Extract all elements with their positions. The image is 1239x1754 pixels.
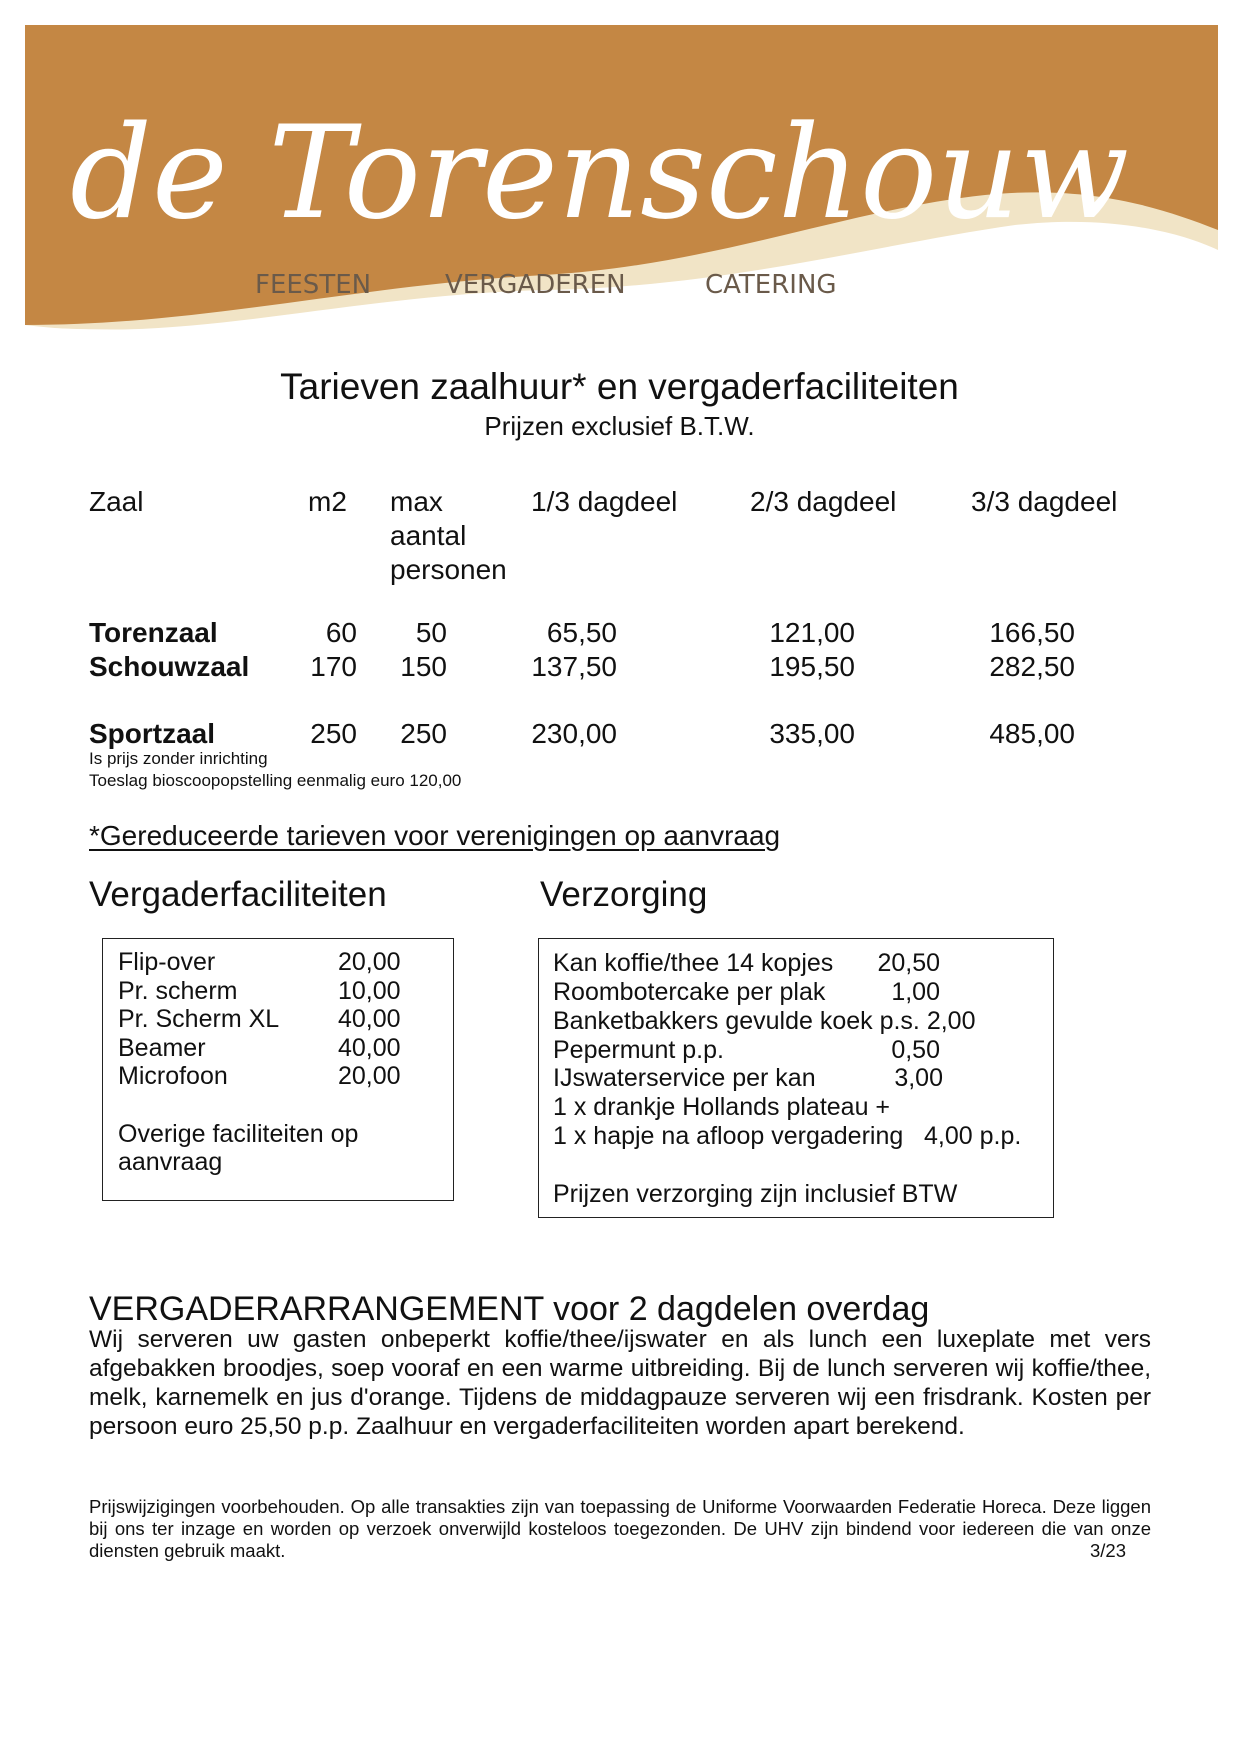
table-note-toeslag: Toeslag bioscoopopstelling eenmalig euro 120,00: [89, 771, 462, 790]
cell-m2: 60: [325, 617, 357, 648]
catering-price: 1,00: [891, 978, 940, 1006]
catering-price: 20,50: [877, 949, 940, 977]
row-name-torenzaal: Torenzaal: [89, 617, 218, 648]
reduced-rates-note: *Gereduceerde tarieven voor verenigingen op aanvraag: [89, 820, 781, 851]
cell-dagdeel-1: 65,50: [546, 617, 617, 648]
nav-catering: CATERING: [705, 270, 837, 300]
cell-dagdeel-1: 230,00: [531, 718, 617, 749]
catering-price: 4,00 p.p.: [924, 1122, 1022, 1150]
col-header-m2: m2: [308, 486, 347, 517]
facility-price: 20,00: [338, 1062, 401, 1090]
catering-box: [538, 938, 1054, 1218]
facility-label: Microfoon: [118, 1062, 228, 1090]
catering-label: 1 x hapje na afloop vergadering: [553, 1122, 904, 1150]
catering-footer: Prijzen verzorging zijn inclusief BTW: [553, 1180, 958, 1208]
cell-dagdeel-1: 137,50: [531, 651, 617, 682]
cell-dagdeel-3: 485,00: [989, 718, 1075, 749]
facility-price: 40,00: [338, 1034, 401, 1062]
catering-label: Pepermunt p.p.: [553, 1036, 724, 1064]
facility-label: Pr. Scherm XL: [118, 1005, 280, 1033]
col-header-max: max: [390, 486, 443, 517]
col-header-dagdeel-3: 3/3 dagdeel: [971, 486, 1118, 517]
facility-price: 10,00: [338, 977, 401, 1005]
facilities-footer: Overige faciliteiten op: [118, 1120, 359, 1148]
nav-feesten: FEESTEN: [255, 270, 372, 300]
facility-price: 20,00: [338, 948, 401, 976]
header-banner: [25, 25, 1218, 339]
page-subtitle: Prijzen exclusief B.T.W.: [484, 411, 755, 441]
catering-price: 3,00: [894, 1064, 943, 1092]
catering-label: Roombotercake per plak: [553, 978, 826, 1006]
page-number: 3/23: [1090, 1540, 1127, 1561]
cell-dagdeel-2: 121,00: [769, 617, 855, 648]
col-header-dagdeel-1: 1/3 dagdeel: [531, 486, 678, 517]
catering-label: Banketbakkers gevulde koek p.s. 2,00: [553, 1007, 976, 1035]
col-header-aantal: aantal: [390, 520, 467, 551]
facility-label: Pr. scherm: [118, 977, 238, 1005]
logo-wordmark: de Torenschouw: [70, 99, 1130, 248]
catering-label: IJswaterservice per kan: [553, 1064, 816, 1092]
arrangement-text: Wij serveren uw gasten onbeperkt koffie/thee/ijswater en als lunch een luxeplate met vers afgebakken broodjes, soep vooraf en een warme uitbreiding. Bij de lunch serveren wij koffie/thee, melk, karnemelk en jus d'orange. Tijdens de middagpauze serveren wij een frisdrank. Kosten per persoon euro 25,50 p.p. Zaalhuur en vergaderfaciliteiten worden apart berekend.: [89, 1326, 1151, 1440]
catering-label: 1 x drankje Hollands plateau +: [553, 1093, 891, 1121]
cell-m2: 170: [310, 651, 357, 682]
col-header-zaal: Zaal: [89, 486, 144, 517]
row-name-sportzaal: Sportzaal: [89, 718, 216, 749]
table-note-inrichting: Is prijs zonder inrichting: [89, 749, 268, 768]
cell-max: 250: [400, 718, 447, 749]
disclaimer-text: Prijswijzigingen voorbehouden. Op alle transakties zijn van toepassing de Uniforme Voorwaarden Federatie Horeca. Deze liggen bij ons ter inzage en worden op verzoek onverwijld kosteloos toegezonden. De UHV zijn bindend voor iedereen die van onze diensten gebruik maakt.: [89, 1496, 1151, 1561]
row-name-schouwzaal: Schouwzaal: [89, 651, 250, 682]
facility-label: Beamer: [118, 1034, 206, 1062]
cell-dagdeel-3: 166,50: [989, 617, 1075, 648]
facilities-box: [102, 938, 454, 1201]
facility-label: Flip-over: [118, 948, 216, 976]
facilities-footer: aanvraag: [118, 1148, 223, 1176]
page-title: Tarieven zaalhuur* en vergaderfaciliteiten: [280, 366, 959, 407]
arrangement-heading: VERGADERARRANGEMENT voor 2 dagdelen overdag: [89, 1290, 930, 1328]
cell-max: 150: [400, 651, 447, 682]
col-header-dagdeel-2: 2/3 dagdeel: [750, 486, 897, 517]
catering-label: Kan koffie/thee 14 kopjes: [553, 949, 834, 977]
facilities-heading: Vergaderfaciliteiten: [89, 875, 387, 914]
col-header-personen: personen: [390, 554, 507, 585]
cell-dagdeel-2: 335,00: [769, 718, 855, 749]
cell-m2: 250: [310, 718, 357, 749]
facility-price: 40,00: [338, 1005, 401, 1033]
cell-max: 50: [415, 617, 447, 648]
nav-vergaderen: VERGADEREN: [445, 270, 626, 300]
catering-heading: Verzorging: [540, 875, 708, 914]
cell-dagdeel-3: 282,50: [989, 651, 1075, 682]
catering-price: 0,50: [891, 1036, 940, 1064]
cell-dagdeel-2: 195,50: [769, 651, 855, 682]
